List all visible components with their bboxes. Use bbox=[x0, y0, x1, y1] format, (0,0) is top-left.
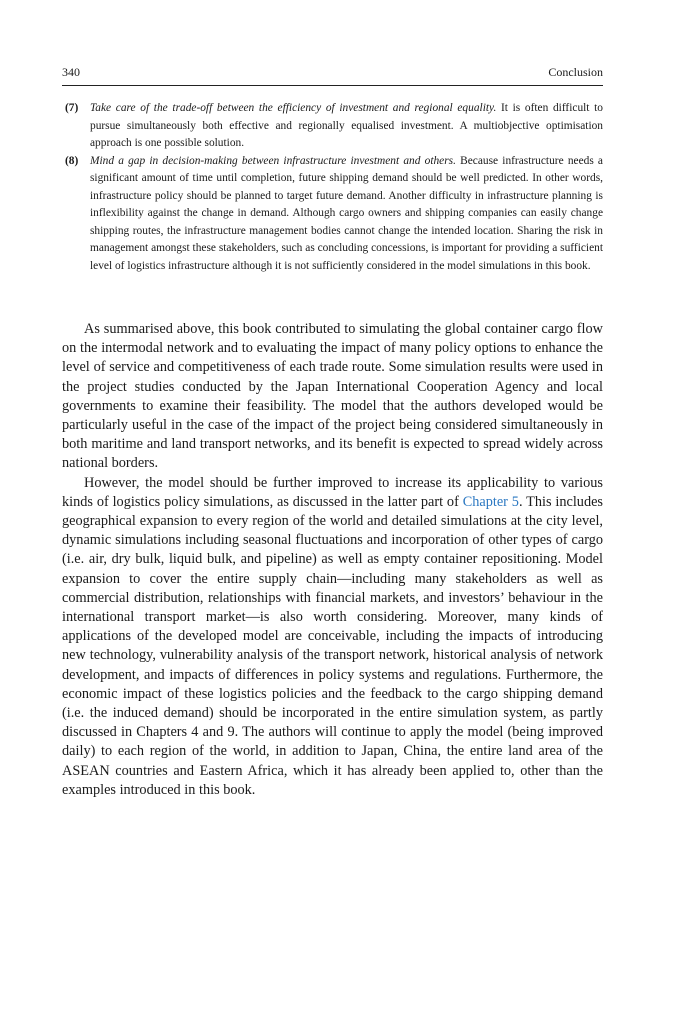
list-item bbox=[62, 153, 603, 276]
paragraph-text: However, the model should be further improved to increase its applicability to various kinds of logistics policy simulations, as discussed in the latter part of bbox=[62, 474, 603, 510]
list-item-lead: Mind a gap in decision-making between infrastructure investment and others. bbox=[90, 154, 461, 167]
list-item bbox=[62, 100, 603, 153]
page-header bbox=[62, 64, 603, 84]
page-number: 340 bbox=[62, 65, 80, 79]
list-marker: (7) bbox=[65, 102, 79, 114]
chapter-5-link[interactable]: Chapter 5 bbox=[462, 493, 519, 510]
list-item-text: Because infrastructure needs a significant amount of time until completion, future shipping demand should be well predicted. In other words, infrastructure policy should be planned to target future demand. Another difficulty in infrastructure planning is inflexibility against the change in demand. Although cargo owners and shipping companies can easily change shipping routes, the infrastructure management bodies cannot change the intended location. Sharing the risk in management amongst these stakeholders, such as concluding concessions, is important for providing a sufficient level of logistics infrastructure although it is not sufficiently considered in the model simulations in this book. bbox=[90, 154, 603, 272]
paragraph-text: . This includes geographical expansion to every region of the world and detailed simulations at the city level, dynamic simulations including seasonal fluctuations and incorporation of other types of cargo (i.e. air, dry bulk, liquid bulk, and pipeline) as well as empty container repositioning. Model expansion to cover the entire supply chain—including many stakeholders as well as commercial distribution, relationships with financial markets, and investors’ behaviour in the international transport market—is also worth considering. Moreover, many kinds of applications of the developed model are conceivable, including the impacts of introducing new technology, vulnerability analysis of the transport network, historical analysis of network development, and impacts of differences in policy systems and regulations. Furthermore, the economic impact of these logistics policies and the feedback to the cargo shipping demand (i.e. the induced demand) should be incorporated in the entire simulation system, as partly discussed in Chapters 4 and 9. The authors will continue to apply the model (being improved daily) to each region of the world, in addition to Japan, China, the entire land area of the ASEAN countries and Eastern Africa, which it has already been applied to, other than the examples introduced in this book. bbox=[62, 493, 603, 798]
recommendation-list bbox=[62, 100, 603, 275]
running-title: Conclusion bbox=[548, 65, 603, 79]
list-marker: (8) bbox=[65, 154, 79, 167]
paragraph-summary: As summarised above, this book contributed to simulating the global container cargo flow on the intermodal network and to evaluating the impact of many policy options to enhance the level of service and competitiveness of each trade route. Some simulation results were used in the project studies conducted by the Japan International Cooperation Agency and local governments to examine their feasibility. The model that the authors developed would be particularly useful in the case of the impact of the project being considered simultaneously in both maritime and land transport networks, and its benefit is expected to spread widely across national borders. bbox=[62, 321, 603, 472]
header-rule bbox=[62, 85, 603, 86]
body-text bbox=[62, 320, 603, 800]
list-item-lead: Take care of the trade-off between the efficiency of investment and regional equality. bbox=[90, 102, 501, 114]
paragraph-future-work bbox=[62, 474, 603, 800]
list-item-text: It is often difficult to pursue simultaneously both effective and regionally equalised investment. A multiobjective optimisation approach is one possible solution. bbox=[90, 102, 603, 149]
